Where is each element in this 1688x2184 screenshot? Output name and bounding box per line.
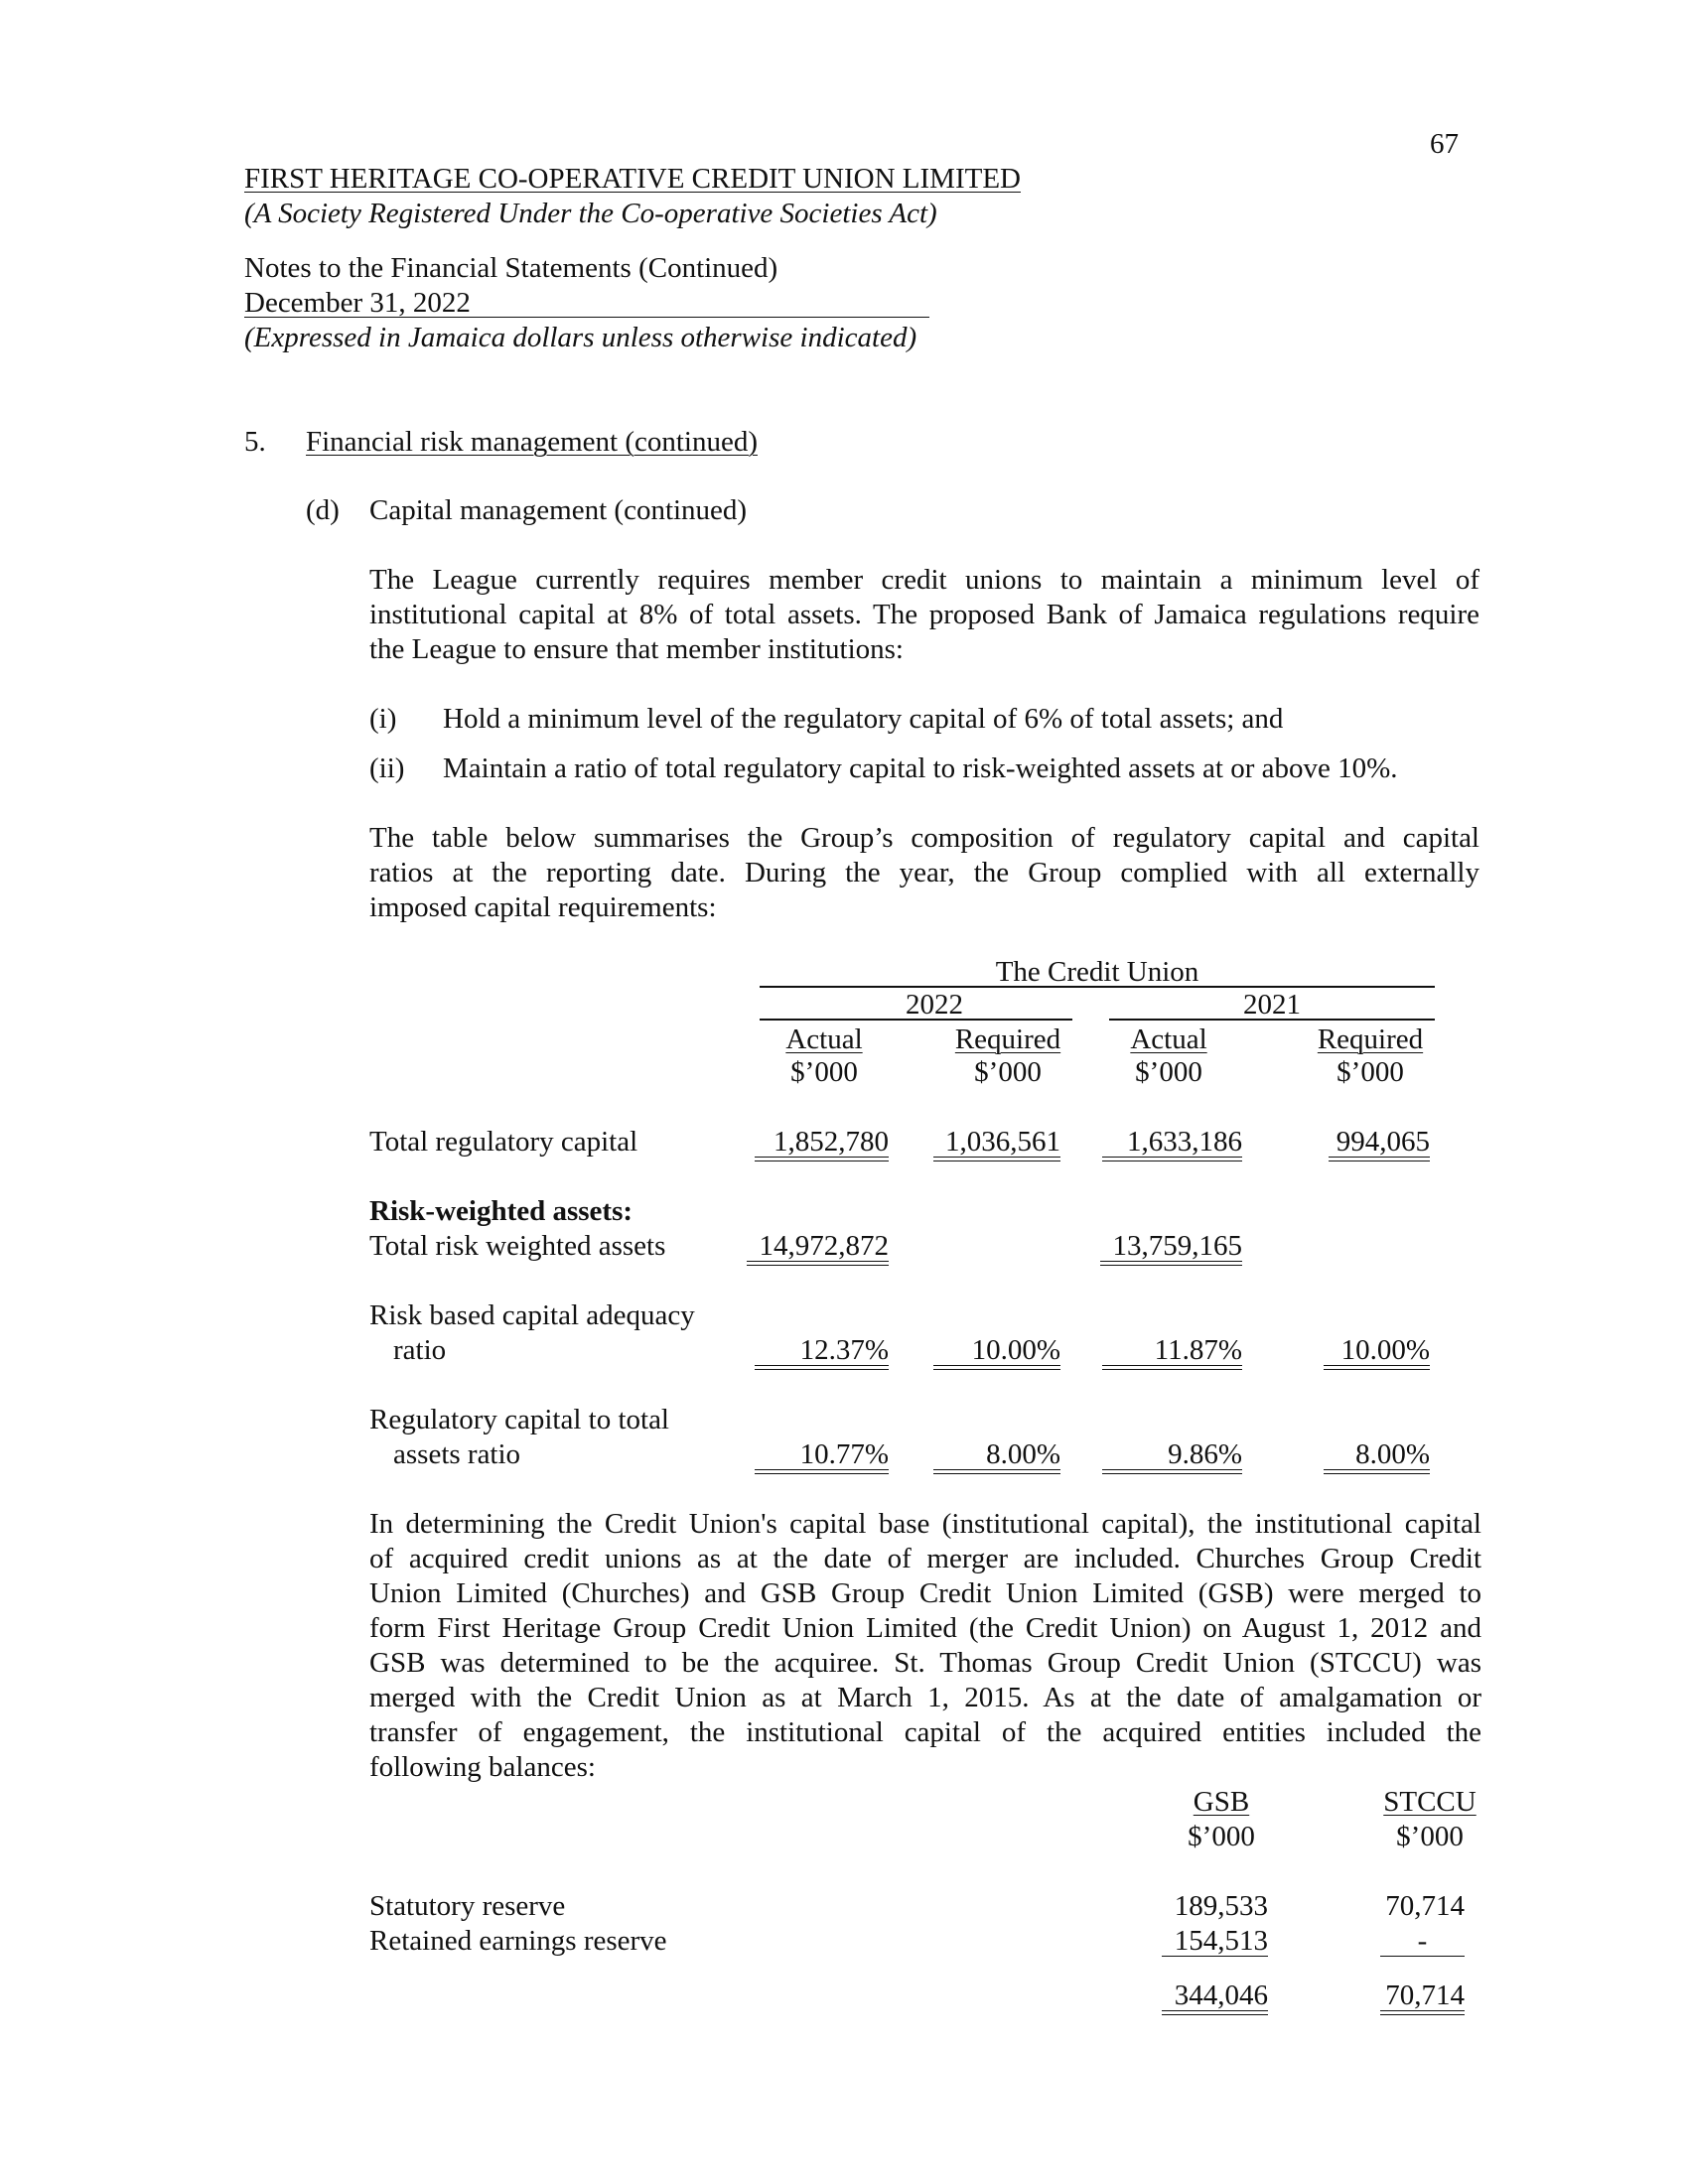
- cell-value: 154,513: [1174, 1925, 1268, 1957]
- double-underline: [1329, 1160, 1430, 1161]
- cell-value: 70,714: [1385, 1890, 1465, 1922]
- list-item: Hold a minimum level of the regulatory capital of 6% of total assets; and: [443, 703, 1284, 735]
- para2-line: imposed capital requirements:: [369, 891, 717, 923]
- col-unit: $’000: [1188, 1821, 1255, 1852]
- double-underline: [1162, 2010, 1268, 2011]
- double-underline: [1102, 1473, 1242, 1474]
- cell-value: 14,972,872: [759, 1230, 889, 1262]
- double-underline: [933, 1365, 1060, 1366]
- list-label: (ii): [369, 752, 405, 784]
- cell-value: 10.00%: [1340, 1334, 1430, 1366]
- col-header-stccu: STCCU: [1383, 1786, 1477, 1818]
- double-underline: [755, 1473, 889, 1474]
- para3-line: merged with the Credit Union as at March 1, 2015. As at the date of amalgamation or: [369, 1682, 1481, 1713]
- cell-value: 1,036,561: [945, 1126, 1060, 1158]
- para1-line: The League currently requires member credit unions to maintain a minimum level of: [369, 564, 1479, 596]
- para3-line: In determining the Credit Union's capital base (institutional capital), the institutional capital: [369, 1508, 1481, 1540]
- double-underline: [755, 1365, 889, 1366]
- cell-value: 11.87%: [1154, 1334, 1242, 1366]
- year-header-2021: 2021: [1243, 989, 1301, 1021]
- para3-line: Union Limited (Churches) and GSB Group Credit Union Limited (GSB) were merged to: [369, 1577, 1481, 1609]
- year-header-2022: 2022: [906, 989, 963, 1021]
- col-unit: $’000: [974, 1056, 1042, 1088]
- cell-value: 12.37%: [799, 1334, 889, 1366]
- double-underline: [1380, 2014, 1465, 2015]
- col-unit: $’000: [1396, 1821, 1464, 1852]
- double-underline: [933, 1157, 1060, 1158]
- double-underline: [933, 1473, 1060, 1474]
- total-value: 70,714: [1385, 1979, 1465, 2011]
- section-title: Financial risk management (continued): [306, 426, 758, 458]
- double-underline: [1324, 1469, 1430, 1470]
- row-label-statutory-reserve: Statutory reserve: [369, 1890, 566, 1922]
- row-label-risk-based-line2: ratio: [393, 1334, 447, 1366]
- cell-value: 10.77%: [799, 1438, 889, 1470]
- statement-date: December 31, 2022: [244, 287, 471, 319]
- subsection-title: Capital management (continued): [369, 494, 748, 526]
- company-subtitle: (A Society Registered Under the Co-operative Societies Act): [244, 198, 937, 229]
- double-underline: [1102, 1160, 1242, 1161]
- cell-value: 8.00%: [986, 1438, 1060, 1470]
- double-underline: [1102, 1369, 1242, 1370]
- para3-line: following balances:: [369, 1751, 596, 1783]
- year-2021-rule: [1109, 1019, 1435, 1021]
- col-unit: $’000: [1135, 1056, 1202, 1088]
- rwa-heading: Risk-weighted assets:: [369, 1195, 633, 1227]
- para2-line: ratios at the reporting date. During the year, the Group complied with all externally: [369, 857, 1479, 888]
- double-underline: [1324, 1369, 1430, 1370]
- row-label-retained-earnings: Retained earnings reserve: [369, 1925, 667, 1957]
- para1-line: the League to ensure that member institutions:: [369, 633, 904, 665]
- double-underline: [1102, 1365, 1242, 1366]
- double-underline: [1102, 1157, 1242, 1158]
- double-underline: [1324, 1473, 1430, 1474]
- row-label-total-regulatory-capital: Total regulatory capital: [369, 1126, 638, 1158]
- cell-value: 1,633,186: [1127, 1126, 1242, 1158]
- double-underline: [1102, 1469, 1242, 1470]
- double-underline: [1100, 1265, 1242, 1266]
- row-label-total-rwa: Total risk weighted assets: [369, 1230, 666, 1262]
- currency-note: (Expressed in Jamaica dollars unless otherwise indicated): [244, 322, 917, 353]
- date-underline: [244, 317, 929, 318]
- cell-value: 189,533: [1174, 1890, 1268, 1922]
- cell-value: 9.86%: [1168, 1438, 1242, 1470]
- cell-value: 13,759,165: [1112, 1230, 1242, 1262]
- section-number: 5.: [244, 426, 266, 458]
- para3-line: form First Heritage Group Credit Union Limited (the Credit Union) on August 1, 2012 and: [369, 1612, 1481, 1644]
- para1-line: institutional capital at 8% of total assets. The proposed Bank of Jamaica regulations require: [369, 599, 1479, 630]
- col-header-actual-2022: Actual: [785, 1024, 863, 1055]
- subsection-label: (d): [306, 494, 340, 526]
- double-underline: [747, 1261, 889, 1262]
- double-underline: [755, 1369, 889, 1370]
- cell-value: -: [1417, 1925, 1428, 1957]
- cell-value: 1,852,780: [774, 1126, 889, 1158]
- notes-title: Notes to the Financial Statements (Continued): [244, 252, 778, 284]
- para3-line: GSB was determined to be the acquiree. St. Thomas Group Credit Union (STCCU) was: [369, 1647, 1481, 1679]
- row-label-risk-based-line1: Risk based capital adequacy: [369, 1299, 695, 1331]
- para3-line: transfer of engagement, the institutional capital of the acquired entities included the: [369, 1716, 1481, 1748]
- double-underline: [755, 1160, 889, 1161]
- cell-value: 8.00%: [1355, 1438, 1430, 1470]
- double-underline: [933, 1369, 1060, 1370]
- year-2022-rule: [760, 1019, 1072, 1021]
- list-item: Maintain a ratio of total regulatory capital to risk-weighted assets at or above 10%.: [443, 752, 1398, 784]
- col-unit: $’000: [790, 1056, 858, 1088]
- double-underline: [1329, 1157, 1430, 1158]
- row-label-reg-to-assets-line2: assets ratio: [393, 1438, 521, 1470]
- col-header-required-2022: Required: [954, 1024, 1061, 1055]
- col-header-gsb: GSB: [1193, 1786, 1250, 1818]
- col-unit: $’000: [1336, 1056, 1404, 1088]
- double-underline: [1162, 2014, 1268, 2015]
- row-label-reg-to-assets-line1: Regulatory capital to total: [369, 1404, 669, 1435]
- cell-value: 10.00%: [971, 1334, 1060, 1366]
- col-header-actual-2021: Actual: [1130, 1024, 1207, 1055]
- total-value: 344,046: [1174, 1979, 1268, 2011]
- para2-line: The table below summarises the Group’s composition of regulatory capital and capital: [369, 822, 1479, 854]
- double-underline: [755, 1469, 889, 1470]
- cell-value: 994,065: [1336, 1126, 1430, 1158]
- double-underline: [933, 1160, 1060, 1161]
- double-underline: [1324, 1365, 1430, 1366]
- double-underline: [1380, 2010, 1465, 2011]
- para3-line: of acquired credit unions as at the date of merger are included. Churches Group Credit: [369, 1543, 1481, 1574]
- col-header-required-2021: Required: [1317, 1024, 1424, 1055]
- double-underline: [1100, 1261, 1242, 1262]
- list-label: (i): [369, 703, 397, 735]
- page-number: 67: [1430, 128, 1459, 160]
- double-underline: [747, 1265, 889, 1266]
- double-underline: [755, 1157, 889, 1158]
- company-name: FIRST HERITAGE CO-OPERATIVE CREDIT UNION LIMITED: [244, 163, 1021, 195]
- double-underline: [933, 1469, 1060, 1470]
- table1-group-header: The Credit Union: [995, 956, 1199, 988]
- subtotal-underline: [1380, 1956, 1465, 1957]
- subtotal-underline: [1162, 1956, 1268, 1957]
